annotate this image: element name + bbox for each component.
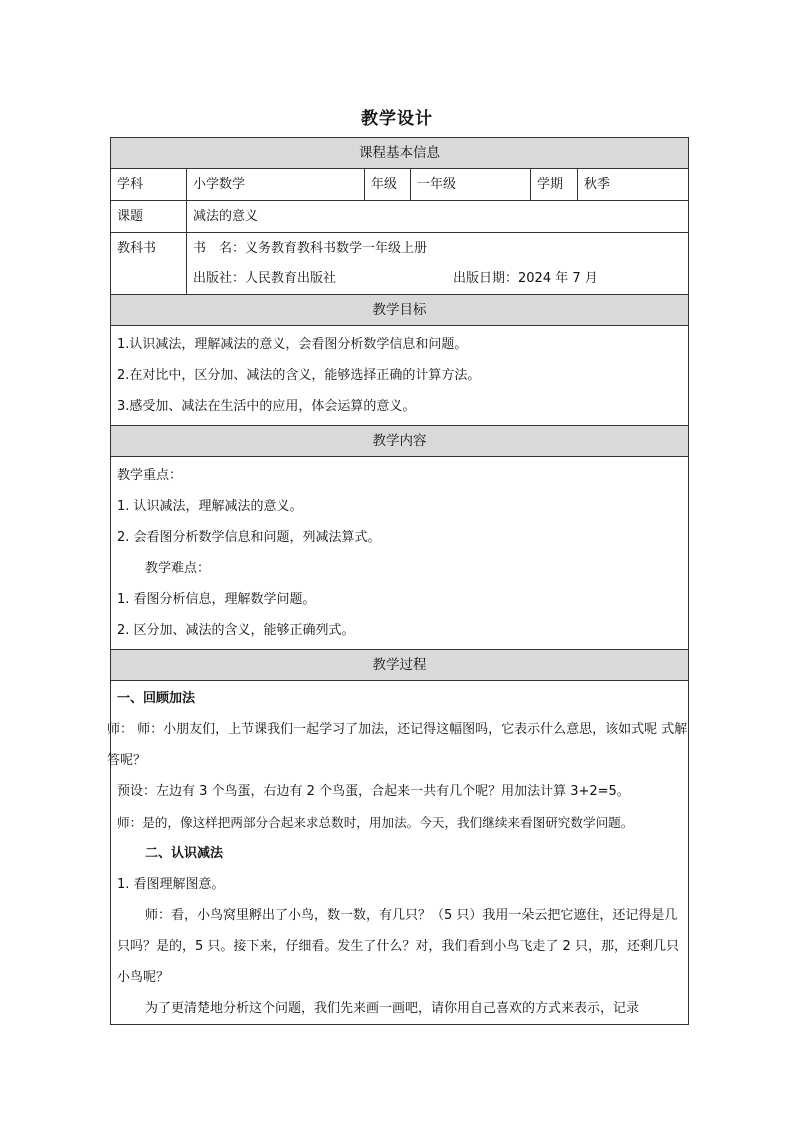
topic-row xyxy=(111,201,689,233)
lesson-plan-table xyxy=(107,137,689,1025)
section-title: 教学过程 xyxy=(111,650,689,681)
goals-row xyxy=(111,326,689,426)
process-heading-2: 二、认识减法 xyxy=(145,846,224,861)
goal-item: 2.在对比中，区分加、减法的含义，能够选择正确的计算方法。 xyxy=(117,367,481,383)
section-header-basic-info xyxy=(111,138,689,169)
content-row xyxy=(111,457,689,650)
section-title: 教学目标 xyxy=(111,295,689,326)
topic-label: 课题 xyxy=(111,201,187,233)
process-paragraph: 师：看，小鸟窝里孵出了小鸟，数一数，有几只？（5 只）我用一朵云把它遮住，还记得是几只吗？是的，5 只。接下来，仔细看。发生了什么？对，我们看到小鸟飞走了 2 只，那，还剩几只小鸟呢？ xyxy=(117,908,679,985)
key-points-heading: 教学重点： xyxy=(117,467,183,483)
process-body xyxy=(107,681,689,1025)
textbook-label: 教科书 xyxy=(111,233,187,295)
process-paragraph: 师：是的，像这样把两部分合起来求总数时，用加法。今天，我们继续来看图研究数学问题。 xyxy=(117,815,634,830)
process-paragraph: 师： 师：小朋友们，上节课我们一起学习了加法，还记得这幅图吗，它表示什么意思，该如式呢 式解答呢？ xyxy=(107,722,688,768)
section-header-process xyxy=(111,650,689,681)
grade-label: 年级 xyxy=(365,169,411,201)
process-step: 1. 看图理解图意。 xyxy=(117,877,225,892)
term-value: 秋季 xyxy=(578,169,689,201)
key-point-item: 2. 会看图分析数学信息和问题，列减法算式。 xyxy=(117,529,381,545)
subject-value: 小学数学 xyxy=(187,169,365,201)
section-header-goals xyxy=(111,295,689,326)
textbook-row xyxy=(111,233,689,295)
goal-item: 3.感受加、减法在生活中的应用，体会运算的意义。 xyxy=(117,398,416,414)
grade-value: 一年级 xyxy=(411,169,531,201)
key-point-item: 1. 认识减法，理解减法的意义。 xyxy=(117,498,303,514)
process-paragraph: 为了更清楚地分析这个问题，我们先来画一画吧，请你用自己喜欢的方式来表示，记录 xyxy=(145,1001,640,1016)
publisher: 出版社：人民教育出版社 xyxy=(193,271,337,287)
topic-value: 减法的意义 xyxy=(187,201,689,233)
goal-item: 1.认识减法，理解减法的意义，会看图分析数学信息和问题。 xyxy=(117,336,468,352)
subject-label: 学科 xyxy=(111,169,187,201)
document-title: 教学设计 xyxy=(361,109,433,129)
publisher-line xyxy=(193,264,682,294)
section-title: 教学内容 xyxy=(111,426,689,457)
process-paragraph: 预设：左边有 3 个鸟蛋，右边有 2 个鸟蛋，合起来一共有几个呢？用加法计算 3+2=5。 xyxy=(117,784,630,799)
textbook-info xyxy=(187,233,689,295)
difficult-points-heading: 教学难点： xyxy=(145,560,211,576)
content-list xyxy=(111,457,689,650)
difficult-point-item: 2. 区分加、减法的含义，能够正确列式。 xyxy=(117,622,355,638)
book-name: 书 名：义务教育教科书数学一年级上册 xyxy=(193,240,428,256)
publish-date: 出版日期：2024 年 7 月 xyxy=(453,271,598,287)
section-header-content xyxy=(111,426,689,457)
term-label: 学期 xyxy=(531,169,578,201)
process-row xyxy=(111,681,689,1025)
difficult-point-item: 1. 看图分析信息，理解数学问题。 xyxy=(117,591,316,607)
process-heading-1: 一、回顾加法 xyxy=(117,691,196,706)
info-row xyxy=(111,169,689,201)
section-title: 课程基本信息 xyxy=(111,138,689,169)
goals-list xyxy=(111,326,689,426)
